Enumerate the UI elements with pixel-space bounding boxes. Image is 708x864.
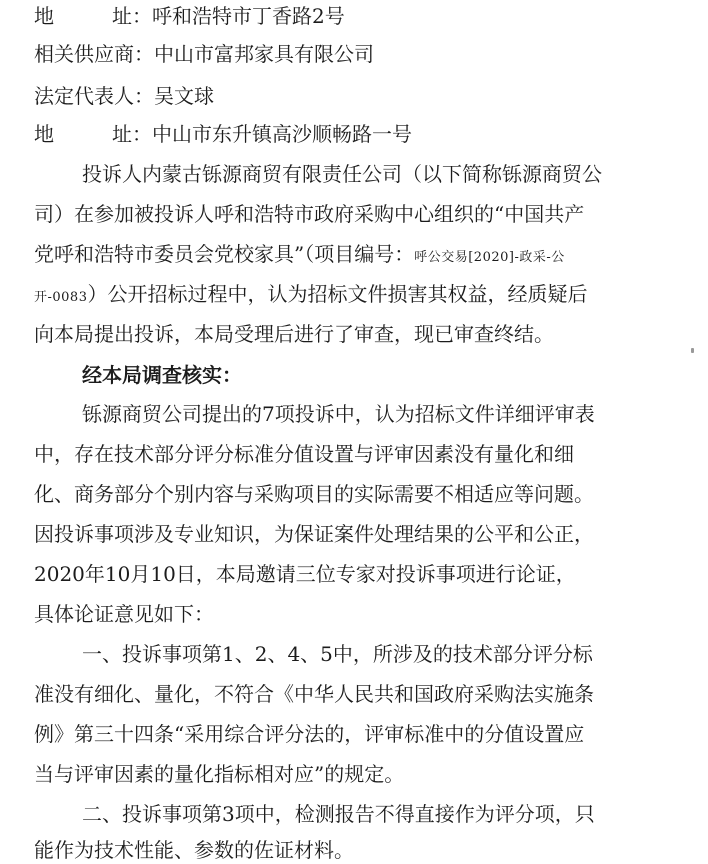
paragraph-3-line-2 (34, 680, 684, 708)
paragraph-2-line-4-text: 因投诉事项涉及专业知识，为保证案件处理结果的公平和公正， (34, 522, 594, 546)
paragraph-4-line-2-text: 能作为技术性能、参数的佐证材料。 (34, 838, 354, 862)
paragraph-2-line-6 (34, 600, 684, 628)
paragraph-1-line-3-text: 党呼和浩特市委员会党校家具”（项目编号： (34, 242, 415, 266)
paragraph-2-line-1-text: 铄源商贸公司提出的7项投诉中，认为招标文件详细评审表 (82, 402, 595, 426)
paragraph-3-line-3-text: 例》第三十四条“采用综合评分法的，评审标准中的分值设置应 (34, 722, 585, 746)
paragraph-2-line-2 (34, 440, 684, 468)
paragraph-3-line-4 (34, 760, 684, 788)
paragraph-1-line-2-text: 司）在参加被投诉人呼和浩特市政府采购中心组织的“中国共产 (34, 202, 585, 226)
scan-speck (691, 348, 694, 353)
related-supplier-label: 相关供应商： (34, 42, 154, 66)
address-field-1 (34, 2, 345, 30)
paragraph-1-line-2 (34, 200, 684, 228)
paragraph-1-line-1 (82, 160, 682, 188)
address-label-char-1b: 地 (34, 122, 54, 146)
paragraph-1-line-3 (34, 240, 684, 268)
related-supplier-value: 中山市富邦家具有限公司 (154, 42, 374, 66)
paragraph-1-line-1-text: 投诉人内蒙古铄源商贸有限责任公司（以下简称铄源商贸公 (82, 162, 602, 186)
paragraph-4-line-2 (34, 836, 684, 864)
paragraph-3-line-4-text: 当与评审因素的量化指标相对应”的规定。 (34, 762, 405, 786)
address-field-2 (34, 120, 412, 148)
paragraph-3-line-1 (82, 640, 682, 668)
address-label-char-2: 址： (112, 4, 152, 28)
paragraph-3-line-1-text: 一、投诉事项第1、2、4、5中，所涉及的技术部分评分标 (82, 642, 593, 666)
paragraph-2-line-3-text: 化、商务部分个别内容与采购项目的实际需要不相适应等问题。 (34, 482, 594, 506)
legal-representative-field (34, 82, 214, 110)
paragraph-2-line-1 (82, 400, 682, 428)
paragraph-1-line-4 (34, 280, 684, 308)
paragraph-4-line-1 (82, 800, 682, 828)
paragraph-3-line-3 (34, 720, 684, 748)
related-supplier-field (34, 40, 374, 68)
paragraph-2-line-3 (34, 480, 684, 508)
paragraph-1-line-5-text: 向本局提出投诉，本局受理后进行了审查，现已审查终结。 (34, 322, 554, 346)
paragraph-2-line-2-text: 中，存在技术部分评分标准分值设置与评审因素没有量化和细 (34, 442, 574, 466)
paragraph-2-line-5-text: 2020年10月10日，本局邀请三位专家对投诉事项进行论证， (34, 562, 576, 586)
paragraph-3-line-2-text: 准没有细化、量化，不符合《中华人民共和国政府采购法实施条 (34, 682, 594, 706)
address-value-1: 呼和浩特市丁香路2号 (152, 4, 345, 28)
project-number-part-2: 开-0083 (34, 290, 88, 305)
paragraph-2-line-5 (34, 560, 684, 588)
paragraph-2-line-6-text: 具体论证意见如下： (34, 602, 214, 626)
paragraph-1-line-5 (34, 320, 684, 348)
paragraph-2-line-4 (34, 520, 684, 548)
paragraph-4-line-1-text: 二、投诉事项第3项中，检测报告不得直接作为评分项，只 (82, 802, 595, 826)
section-heading: 经本局调查核实： (82, 363, 242, 387)
address-label-char-1: 地 (34, 4, 54, 28)
address-label-char-2b: 址： (112, 122, 152, 146)
legal-representative-value: 吴文球 (154, 84, 214, 108)
paragraph-1-line-4-text: ）公开招标过程中，认为招标文件损害其权益，经质疑后 (87, 282, 588, 306)
address-value-2: 中山市东升镇高沙顺畅路一号 (152, 122, 412, 146)
legal-representative-label: 法定代表人： (34, 84, 154, 108)
project-number-part-1: 呼公交易[2020]-政采-公 (414, 250, 565, 265)
